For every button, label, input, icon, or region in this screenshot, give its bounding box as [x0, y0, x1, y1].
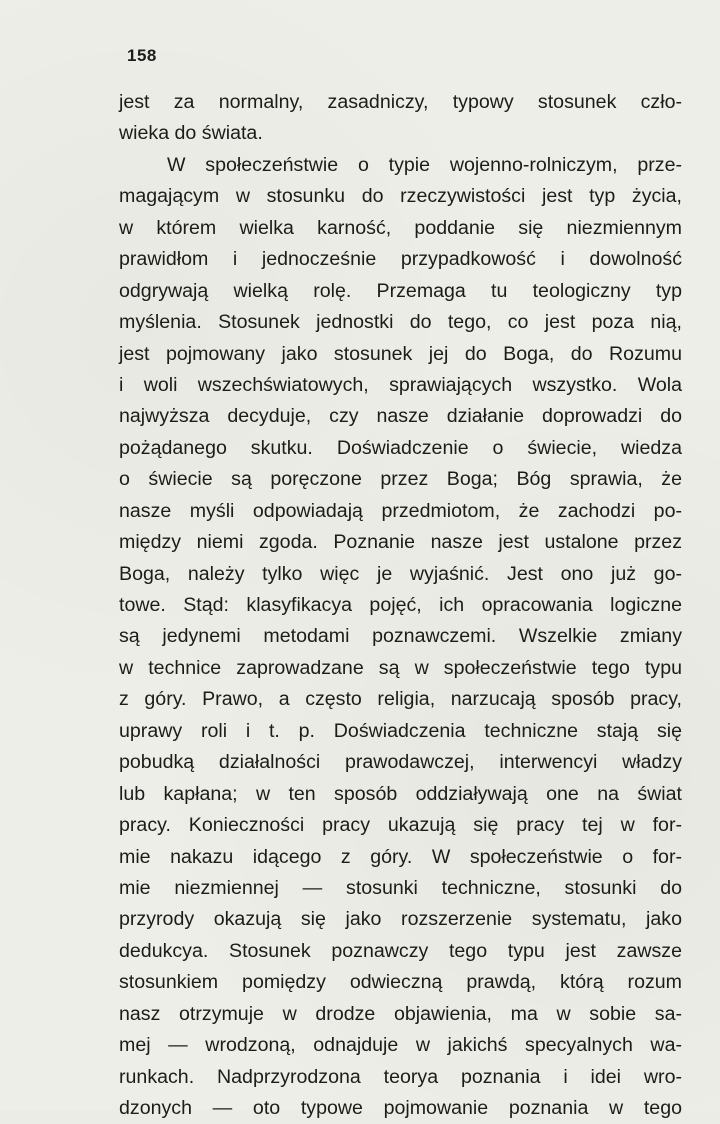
text-line: pożądanego skutku. Doświadczenie o świecie, wiedza — [119, 436, 682, 459]
text-line: prawidłom i jednocześnie przypadkowość i dowolność — [119, 248, 682, 271]
text-line: pobudką działalności prawodawczej, interwencyi władzy — [119, 751, 682, 774]
text-line: w którem wielka karność, poddanie się niezmiennym — [119, 216, 682, 239]
text-line: mej — wrodzoną, odnajduje w jakichś specyalnych wa- — [119, 1034, 682, 1057]
body-text — [119, 87, 682, 1124]
text-line: uprawy roli i t. p. Doświadczenia techniczne stają się — [119, 719, 682, 742]
text-line: dzonych — oto typowe pojmowanie poznania w tego — [119, 1097, 682, 1119]
text-line: jest za normalny, zasadniczy, typowy stosunek czło- — [119, 91, 682, 113]
text-line: i woli wszechświatowych, sprawiających wszystko. Wola — [119, 373, 682, 396]
text-line: są jedynemi metodami poznawczemi. Wszelkie zmiany — [119, 625, 682, 648]
text-line: mie niezmiennej — stosunki techniczne, stosunki do — [119, 876, 682, 899]
text-line: runkach. Nadprzyrodzona teorya poznania i idei wro- — [119, 1065, 682, 1088]
paragraph-first-line: W społeczeństwie o typie wojenno-rolniczym, prze- — [167, 153, 682, 176]
page-number: 158 — [127, 46, 157, 65]
text-line: między niemi zgoda. Poznanie nasze jest ustalone przez — [119, 531, 682, 554]
text-line: myślenia. Stosunek jednostki do tego, co jest poza nią, — [119, 311, 682, 334]
text-line: mie nakazu idącego z góry. W społeczeństwie o for- — [119, 845, 682, 868]
text-line: Boga, należy tylko więc je wyjaśnić. Jest ono już go- — [119, 562, 682, 585]
text-line: nasze myśli odpowiadają przedmiotom, że zachodzi po- — [119, 499, 682, 522]
text-line: lub kapłana; w ten sposób oddziaływają one na świat — [119, 782, 682, 805]
text-line: pracy. Konieczności pracy ukazują się pracy tej w for- — [119, 814, 682, 837]
text-line: w technice zaprowadzane są w społeczeństwie tego typu — [119, 656, 682, 679]
text-line: przyrody okazują się jako rozszerzenie systematu, jako — [119, 908, 682, 931]
text-line: nasz otrzymuje w drodze objawienia, ma w sobie sa- — [119, 1002, 682, 1025]
text-line: odgrywają wielką rolę. Przemaga tu teologiczny typ — [119, 279, 682, 302]
text-line: dedukcya. Stosunek poznawczy tego typu jest zawsze — [119, 939, 682, 962]
text-line: magającym w stosunku do rzeczywistości jest typ życia, — [119, 185, 682, 208]
text-line: wieka do świata. — [119, 122, 263, 145]
text-line: towe. Stąd: klasyfikacya pojęć, ich opracowania logiczne — [119, 594, 682, 616]
text-line: o świecie są poręczone przez Boga; Bóg sprawia, że — [119, 468, 682, 491]
text-line: z góry. Prawo, a często religia, narzucają sposób pracy, — [119, 688, 682, 711]
text-line: jest pojmowany jako stosunek jej do Boga, do Rozumu — [119, 342, 682, 365]
text-line: stosunkiem pomiędzy odwieczną prawdą, którą rozum — [119, 971, 682, 994]
text-line: najwyższa decyduje, czy nasze działanie doprowadzi do — [119, 405, 682, 428]
